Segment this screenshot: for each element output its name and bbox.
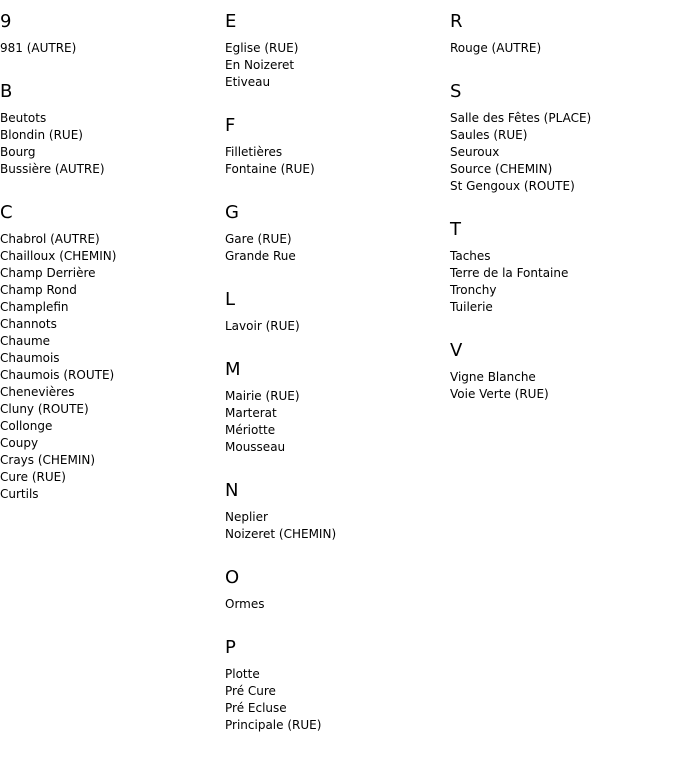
street-list [225, 509, 445, 543]
street-name: Filletières [225, 145, 283, 159]
street-name: Grande Rue [225, 249, 296, 263]
street-name: Voie Verte (RUE) [450, 387, 549, 401]
street-name: Chabrol (AUTRE) [0, 232, 100, 246]
letter-heading: C [0, 202, 13, 223]
letter-group [450, 80, 670, 195]
letter-heading: M [225, 359, 241, 380]
street-name: Eglise (RUE) [225, 41, 299, 55]
letter-group [225, 636, 445, 734]
letter-group [225, 114, 445, 178]
letter-heading: T [450, 219, 461, 240]
street-name: Champlefin [0, 300, 69, 314]
letter-group [0, 201, 220, 503]
street-list [225, 596, 445, 613]
street-name: Channots [0, 317, 57, 331]
street-name: En Noizeret [225, 58, 295, 72]
street-name: St Gengoux (ROUTE) [450, 179, 575, 193]
street-name: Rouge (AUTRE) [450, 41, 542, 55]
street-list [225, 388, 445, 456]
letter-heading: B [0, 81, 13, 102]
street-name: Chailloux (CHEMIN) [0, 249, 117, 263]
letter-heading: 9 [0, 11, 12, 32]
column-2 [225, 0, 445, 734]
letter-heading: E [225, 11, 237, 32]
letter-group [225, 358, 445, 456]
letter-group [225, 288, 445, 335]
street-name: Saules (RUE) [450, 128, 528, 142]
letter-group [450, 10, 670, 57]
street-list [225, 231, 445, 265]
street-name: Plotte [225, 667, 260, 681]
street-name: Mousseau [225, 440, 286, 454]
street-name: Principale (RUE) [225, 718, 322, 732]
street-name: Coupy [0, 436, 39, 450]
street-name: Gare (RUE) [225, 232, 292, 246]
street-name: Seuroux [450, 145, 500, 159]
street-name: Chaumois [0, 351, 60, 365]
street-list [450, 248, 670, 316]
letter-group [225, 10, 445, 91]
letter-heading: G [225, 202, 239, 223]
street-name: Champ Derrière [0, 266, 96, 280]
letter-heading: P [225, 637, 236, 658]
street-list [0, 231, 220, 503]
street-name: Cure (RUE) [0, 470, 66, 484]
letter-heading: S [450, 81, 462, 102]
letter-group [0, 10, 220, 57]
street-list [225, 666, 445, 734]
street-name: Chaumois (ROUTE) [0, 368, 115, 382]
street-name: Lavoir (RUE) [225, 319, 300, 333]
letter-heading: L [225, 289, 236, 310]
column-3 [450, 0, 670, 403]
street-name: Etiveau [225, 75, 271, 89]
street-list [450, 369, 670, 403]
street-name: Mériotte [225, 423, 276, 437]
street-name: Cluny (ROUTE) [0, 402, 89, 416]
street-list [225, 40, 445, 91]
street-name: Mairie (RUE) [225, 389, 300, 403]
street-list [225, 318, 445, 335]
letter-heading: F [225, 115, 236, 136]
street-list [450, 110, 670, 195]
letter-heading: N [225, 480, 239, 501]
street-name: Beutots [0, 111, 47, 125]
street-name: Vigne Blanche [450, 370, 536, 384]
street-name: Pré Cure [225, 684, 276, 698]
street-name: Bourg [0, 145, 36, 159]
letter-group [225, 479, 445, 543]
street-list [450, 40, 670, 57]
street-name: Curtils [0, 487, 39, 501]
street-name: Bussière (AUTRE) [0, 162, 105, 176]
street-list [0, 110, 220, 178]
letter-group [225, 201, 445, 265]
street-name: Pré Ecluse [225, 701, 287, 715]
street-name: Taches [450, 249, 491, 263]
street-name: Tronchy [450, 283, 497, 297]
street-name: Marterat [225, 406, 277, 420]
column-1 [0, 0, 220, 503]
street-list [0, 40, 220, 57]
street-name: Ormes [225, 597, 265, 611]
street-name: Neplier [225, 510, 268, 524]
street-name: Crays (CHEMIN) [0, 453, 96, 467]
letter-heading: R [450, 11, 463, 32]
letter-group [450, 218, 670, 316]
street-name: Tuilerie [450, 300, 493, 314]
street-name: Blondin (RUE) [0, 128, 83, 142]
street-name: Source (CHEMIN) [450, 162, 553, 176]
letter-heading: O [225, 567, 240, 588]
letter-heading: V [450, 340, 463, 361]
street-list [225, 144, 445, 178]
street-name: Salle des Fêtes (PLACE) [450, 111, 592, 125]
street-name: Chaume [0, 334, 51, 348]
street-name: Noizeret (CHEMIN) [225, 527, 337, 541]
street-name: Terre de la Fontaine [450, 266, 569, 280]
street-name: 981 (AUTRE) [0, 41, 77, 55]
street-name: Chenevières [0, 385, 75, 399]
letter-group [0, 80, 220, 178]
street-name: Champ Rond [0, 283, 77, 297]
letter-group [450, 339, 670, 403]
street-name: Collonge [0, 419, 53, 433]
letter-group [225, 566, 445, 613]
street-name: Fontaine (RUE) [225, 162, 315, 176]
